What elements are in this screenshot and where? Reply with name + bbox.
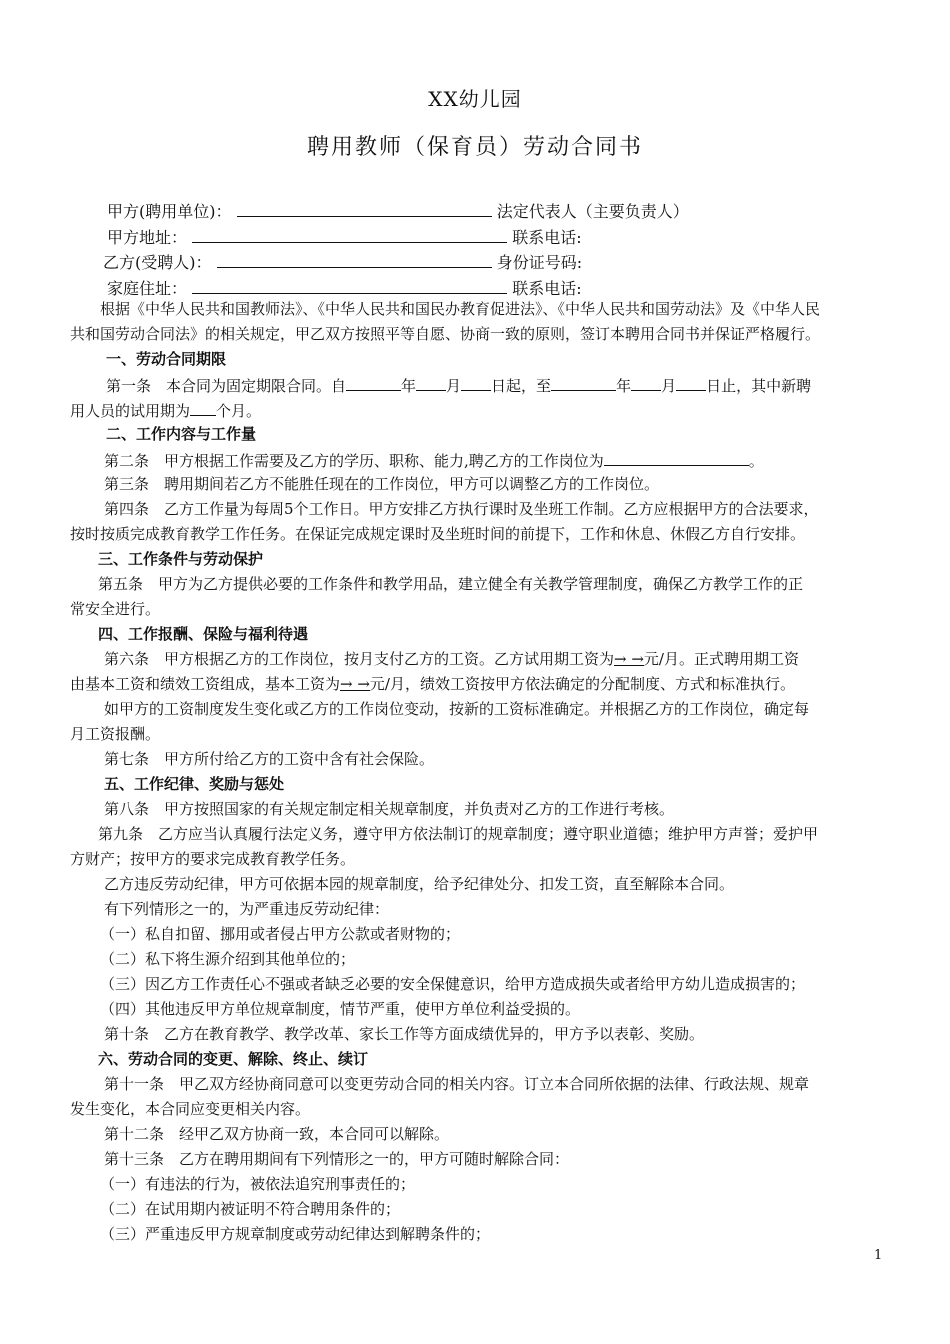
violation-paragraph: 乙方违反劳动纪律，甲方可依据本园的规章制度，给予纪律处分、扣发工资，直至解除本合同。	[104, 875, 735, 893]
article-1-line-2: 用人员的试用期为 个月。	[70, 399, 261, 421]
probation-months-blank	[190, 399, 216, 416]
article-11-line-1: 第十一条 甲乙双方经协商同意可以变更劳动合同的相关内容。订立本合同所依据的法律、行政法规、规章	[104, 1075, 810, 1093]
end-month-blank	[631, 374, 661, 391]
list-item: （三）严重违反甲方规章制度或劳动纪律达到解聘条件的；	[100, 1225, 491, 1243]
list-item: （二）私下将生源介绍到其他单位的；	[100, 950, 356, 968]
article-6-para2-line-2: 月工资报酬。	[70, 725, 161, 743]
home-address-row	[107, 277, 582, 299]
section-3-heading: 三、工作条件与劳动保护	[98, 550, 264, 568]
party-a-label: 甲方(聘用单位)：	[107, 202, 232, 221]
article-2: 第二条 甲方根据工作需要及乙方的学历、职称、能力,聘乙方的工作岗位为 。	[104, 449, 764, 471]
home-address-blank	[192, 277, 507, 294]
section-5-heading: 五、工作纪律、奖励与惩处	[104, 775, 285, 793]
intro-line-2: 共和国劳动合同法》的相关规定，甲乙双方按照平等自愿、协商一致的原则，签订本聘用合同书并保证严格履行。	[70, 325, 821, 343]
page-number: 1	[874, 1248, 883, 1263]
article-13: 第十三条 乙方在聘用期间有下列情形之一的，甲方可随时解除合同：	[104, 1150, 570, 1168]
party-b-row	[103, 251, 582, 273]
section-2-heading: 二、工作内容与工作量	[106, 425, 257, 443]
article-8: 第八条 甲方按照国家的有关规定制定相关规章制度，并负责对乙方的工作进行考核。	[104, 800, 675, 818]
article-6-para2-line-1: 如甲方的工资制度发生变化或乙方的工作岗位变动，按新的工资标准确定。并根据乙方的工作岗位，确定每	[104, 700, 810, 718]
party-a-blank	[237, 200, 492, 217]
article-11-line-2: 发生变化，本合同应变更相关内容。	[70, 1100, 311, 1118]
article-6-line-1: 第六条 甲方根据乙方的工作岗位，按月支付乙方的工资。乙方试用期工资为→ →元/月。正式聘用期工资	[104, 650, 799, 668]
start-day-blank	[461, 374, 491, 391]
start-month-blank	[416, 374, 446, 391]
legal-rep-label: 法定代表人（主要负责人）	[496, 202, 689, 221]
phone-label-2: 联系电话:	[512, 279, 582, 298]
section-1-heading: 一、劳动合同期限	[106, 350, 227, 368]
party-a-address-label: 甲方地址：	[107, 228, 188, 247]
article-7: 第七条 甲方所付给乙方的工资中含有社会保险。	[104, 750, 435, 768]
article-5-line-2: 常安全进行。	[70, 600, 161, 618]
article-9-line-1: 第九条 乙方应当认真履行法定义务，遵守甲方依法制订的规章制度；遵守职业道德；维护甲方声誉；爱护甲	[98, 825, 819, 843]
base-salary-blank: → →	[340, 675, 370, 693]
id-label: 身份证号码:	[496, 253, 583, 272]
list-item: （二）在试用期内被证明不符合聘用条件的；	[100, 1200, 401, 1218]
article-4-line-1: 第四条 乙方工作量为每周5个工作日。甲方安排乙方执行课时及坐班工作制。乙方应根据甲方的合法要求，	[104, 500, 819, 518]
article-10: 第十条 乙方在教育教学、教学改革、家长工作等方面成绩优异的，甲方予以表彰、奖励。	[104, 1025, 705, 1043]
list-item: （三）因乙方工作责任心不强或者缺乏必要的安全保健意识，给甲方造成损失或者给甲方幼儿造成损害的；	[100, 975, 806, 993]
serious-violation-intro: 有下列情形之一的，为严重违反劳动纪律：	[104, 900, 390, 918]
section-6-heading: 六、劳动合同的变更、解除、终止、续订	[98, 1050, 369, 1068]
article-9-line-2: 方财产；按甲方的要求完成教育教学任务。	[70, 850, 356, 868]
home-address-label: 家庭住址：	[107, 279, 188, 298]
probation-salary-blank: → →	[614, 650, 644, 668]
list-item: （一）私自扣留、挪用或者侵占甲方公款或者财物的；	[100, 925, 461, 943]
section-4-heading: 四、工作报酬、保险与福利待遇	[98, 625, 309, 643]
article-5-line-1: 第五条 甲方为乙方提供必要的工作条件和教学用品，建立健全有关教学管理制度，确保乙方教学工作的正	[98, 575, 804, 593]
party-a-address-blank	[192, 226, 507, 243]
party-a-row	[107, 200, 689, 222]
position-blank	[604, 449, 749, 466]
article-1-line-1: 第一条 本合同为固定期限合同。自 年 月 日起，至 年 月 日止，其中新聘	[106, 374, 811, 396]
end-year-blank	[551, 374, 616, 391]
document-title: XX幼儿园	[428, 87, 522, 111]
party-b-blank	[217, 251, 492, 268]
article-6-line-2: 由基本工资和绩效工资组成，基本工资为→ →元/月，绩效工资按甲方依法确定的分配制度、方式和标准执行。	[70, 675, 795, 693]
article-12: 第十二条 经甲乙双方协商一致，本合同可以解除。	[104, 1125, 450, 1143]
list-item: （四）其他违反甲方单位规章制度，情节严重，使甲方单位利益受损的。	[100, 1000, 581, 1018]
phone-label-1: 联系电话:	[512, 228, 582, 247]
list-item: （一）有违法的行为，被依法追究刑事责任的；	[100, 1175, 416, 1193]
start-year-blank	[346, 374, 401, 391]
party-b-label: 乙方(受聘人)：	[103, 253, 212, 272]
article-4-line-2: 按时按质完成教育教学工作任务。在保证完成规定课时及坐班时间的前提下，工作和休息、休假乙方自行安排。	[70, 525, 806, 543]
end-day-blank	[676, 374, 706, 391]
article-3: 第三条 聘用期间若乙方不能胜任现在的工作岗位，甲方可以调整乙方的工作岗位。	[104, 475, 660, 493]
party-a-address-row	[107, 226, 582, 248]
intro-line-1: 根据《中华人民共和国教师法》、《中华人民共和国民办教育促进法》、《中华人民共和国劳动法》及《中华人民	[100, 300, 821, 318]
document-subtitle: 聘用教师（保育员）劳动合同书	[306, 135, 643, 160]
